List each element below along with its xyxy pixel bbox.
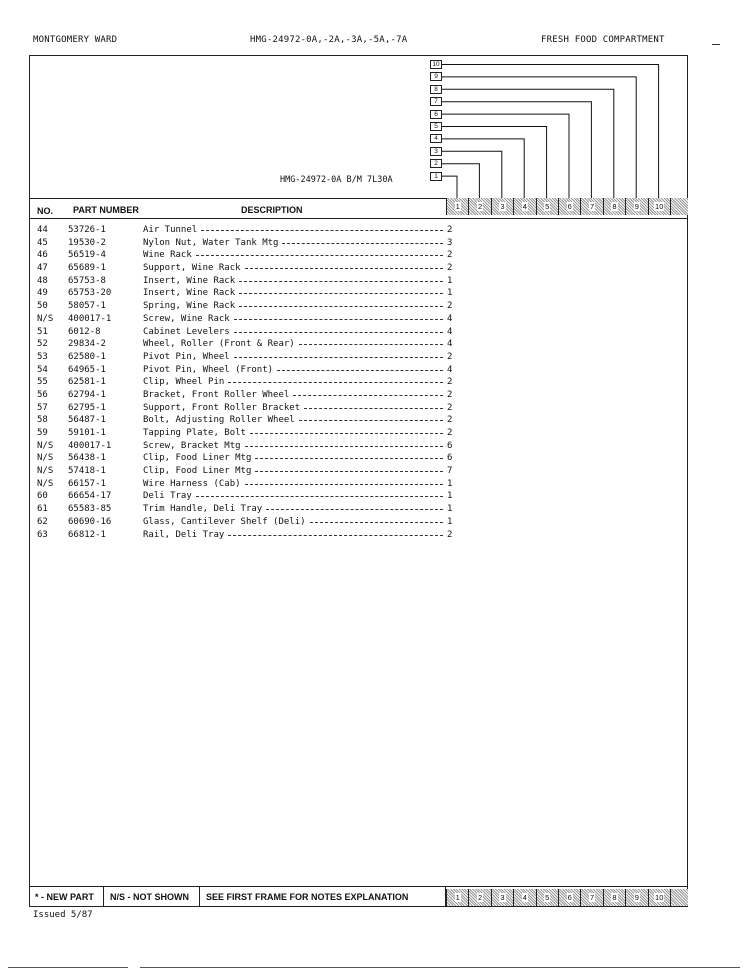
variant-key-box xyxy=(430,134,442,143)
part-number: 65583-85 xyxy=(68,504,112,515)
part-description: Screw, Bracket Mtg xyxy=(143,440,241,451)
part-description: Clip, Food Liner Mtg xyxy=(143,466,252,477)
item-number: 45 xyxy=(37,237,48,248)
part-number: 62580-1 xyxy=(68,351,106,362)
variant-column-label: 9 xyxy=(634,893,639,902)
leader-line xyxy=(196,255,443,256)
variant-column-2 xyxy=(468,889,490,906)
part-number: 65753-8 xyxy=(68,275,106,286)
quantity: 2 xyxy=(447,415,453,426)
item-number: N/S xyxy=(37,440,54,451)
part-description: Insert, Wine Rack xyxy=(143,275,236,286)
leader-line xyxy=(228,535,443,536)
col-no-header: NO. xyxy=(37,206,54,216)
part-description: Rail, Deli Tray xyxy=(143,529,225,540)
variant-column-label: 5 xyxy=(545,202,550,211)
part-description: Pivot Pin, Wheel (Front) xyxy=(143,364,274,375)
part-number: 29834-2 xyxy=(68,339,106,350)
leader-line xyxy=(239,293,443,294)
leader-line xyxy=(293,395,443,396)
leader-line xyxy=(304,408,443,409)
variant-column-label: 8 xyxy=(612,893,617,902)
item-number: 57 xyxy=(37,402,48,413)
variant-column-10 xyxy=(648,198,670,215)
variant-key-leader xyxy=(442,77,636,198)
variant-key-label: 4 xyxy=(434,135,438,143)
part-number: 62795-1 xyxy=(68,402,106,413)
variant-column-label: 1 xyxy=(455,893,460,902)
variant-column-grid xyxy=(446,198,688,215)
part-description: Clip, Food Liner Mtg xyxy=(143,453,252,464)
margin-mark xyxy=(712,44,720,45)
variant-column-label: 7 xyxy=(589,893,595,902)
part-description: Bracket, Front Roller Wheel xyxy=(143,389,290,400)
part-number: 19530-2 xyxy=(68,237,106,248)
variant-key-leader xyxy=(442,127,547,199)
variant-key-box xyxy=(430,72,442,81)
part-description: Tapping Plate, Bolt xyxy=(143,428,246,438)
variant-column-2 xyxy=(468,198,490,215)
variant-column-label: 10 xyxy=(655,202,664,211)
part-description: Nylon Nut, Water Tank Mtg xyxy=(143,237,279,248)
quantity: 2 xyxy=(447,428,453,438)
variant-key-leader xyxy=(442,89,614,198)
item-number: 60 xyxy=(37,491,48,502)
part-number: 60690-16 xyxy=(68,516,112,527)
variant-column-label: 6 xyxy=(567,893,572,902)
variant-key-leader xyxy=(442,139,524,198)
variant-column-label: 3 xyxy=(500,893,505,902)
leader-line xyxy=(245,446,443,447)
col-description-header: DESCRIPTION xyxy=(241,205,303,215)
legend-new-part: * - NEW PART xyxy=(29,887,104,907)
part-number: 6012-8 xyxy=(68,326,101,337)
part-number: 400017-1 xyxy=(68,440,112,451)
quantity: 6 xyxy=(447,440,453,451)
leader-line xyxy=(201,230,443,231)
part-number: 64965-1 xyxy=(68,364,106,375)
item-number: 62 xyxy=(37,516,48,527)
variant-column-label: 3 xyxy=(500,202,505,211)
part-description: Trim Handle, Deli Tray xyxy=(143,504,263,515)
item-number: 63 xyxy=(37,529,48,540)
item-number: N/S xyxy=(37,453,54,464)
item-number: 55 xyxy=(37,377,48,388)
variant-column-5 xyxy=(536,198,558,215)
item-number: 59 xyxy=(37,428,48,438)
quantity: 3 xyxy=(447,237,453,248)
variant-column-label: 2 xyxy=(478,893,483,902)
quantity: 1 xyxy=(447,504,453,515)
quantity: 1 xyxy=(447,275,453,286)
item-number: 48 xyxy=(37,275,48,286)
variant-column-label: 1 xyxy=(455,202,460,211)
variant-column-4 xyxy=(513,198,535,215)
part-description: Wine Rack xyxy=(143,250,192,261)
part-description: Screw, Wine Rack xyxy=(143,313,230,324)
variant-column-5 xyxy=(536,889,558,906)
leader-line xyxy=(239,281,443,282)
variant-key-label: 10 xyxy=(432,61,440,68)
leader-line xyxy=(196,496,443,497)
variant-column-filler xyxy=(670,198,688,215)
quantity: 6 xyxy=(447,453,453,464)
model-bom-label: HMG-24972-0A B/M 7L30A xyxy=(280,175,393,185)
variant-key-diagram xyxy=(425,58,675,198)
quantity: 4 xyxy=(447,313,453,324)
quantity: 2 xyxy=(447,389,453,400)
legend-notes: SEE FIRST FRAME FOR NOTES EXPLANATION xyxy=(200,887,446,907)
variant-key-leader xyxy=(442,151,502,198)
variant-column-3 xyxy=(491,889,513,906)
part-number: 56519-4 xyxy=(68,250,106,261)
variant-column-4 xyxy=(513,889,535,906)
variant-key-label: 7 xyxy=(434,98,438,106)
variant-column-label: 4 xyxy=(522,202,527,211)
variant-key-leader xyxy=(442,176,457,198)
variant-column-9 xyxy=(625,198,647,215)
part-number: 66157-1 xyxy=(68,478,106,489)
part-number: 53726-1 xyxy=(68,225,106,235)
quantity: 4 xyxy=(447,326,453,337)
part-number: 66654-17 xyxy=(68,491,112,502)
part-description: Spring, Wine Rack xyxy=(143,301,236,312)
variant-key-leader xyxy=(442,164,479,198)
part-number: 65689-1 xyxy=(68,263,106,274)
variant-key-box xyxy=(430,110,442,119)
quantity: 7 xyxy=(447,466,453,477)
quantity: 2 xyxy=(447,402,453,413)
part-number: 57418-1 xyxy=(68,466,106,477)
item-number: 46 xyxy=(37,250,48,261)
variant-key-label: 1 xyxy=(434,172,438,180)
quantity: 1 xyxy=(447,491,453,502)
quantity: 2 xyxy=(447,250,453,261)
part-description: Glass, Cantilever Shelf (Deli) xyxy=(143,516,306,527)
item-number: 61 xyxy=(37,504,48,515)
variant-key-label: 5 xyxy=(434,123,438,130)
leader-line xyxy=(255,471,443,472)
bottom-rule-left xyxy=(8,967,128,968)
item-number: N/S xyxy=(37,478,54,489)
variant-column-label: 6 xyxy=(567,202,572,211)
part-number: 62794-1 xyxy=(68,389,106,400)
part-description: Support, Front Roller Bracket xyxy=(143,402,301,413)
variant-key-label: 8 xyxy=(434,85,438,93)
variant-key-box xyxy=(430,60,442,69)
variant-column-label: 8 xyxy=(612,202,617,211)
variant-column-label: 7 xyxy=(589,202,595,211)
part-number: 59101-1 xyxy=(68,428,106,438)
leader-line xyxy=(255,458,443,459)
variant-key-leader xyxy=(442,65,659,199)
item-number: 47 xyxy=(37,263,48,274)
part-description: Air Tunnel xyxy=(143,225,198,235)
item-number: 58 xyxy=(37,415,48,426)
issued-date: Issued 5/87 xyxy=(33,910,93,920)
item-number: 49 xyxy=(37,288,48,299)
variant-key-label: 2 xyxy=(434,160,438,168)
legend-not-shown: N/S - NOT SHOWN xyxy=(104,887,200,907)
variant-column-6 xyxy=(558,889,580,906)
part-description: Wire Harness (Cab) xyxy=(143,478,241,489)
part-number: 400017-1 xyxy=(68,313,112,324)
leader-line xyxy=(299,344,443,345)
leader-line xyxy=(266,509,443,510)
quantity: 2 xyxy=(447,225,453,235)
item-number: N/S xyxy=(37,313,54,324)
leader-line xyxy=(245,268,443,269)
leader-line xyxy=(234,332,443,333)
part-number: 56438-1 xyxy=(68,453,106,464)
variant-key-label: 3 xyxy=(434,147,438,155)
leader-line xyxy=(234,319,443,320)
variant-column-8 xyxy=(603,198,625,215)
variant-column-1 xyxy=(446,889,468,906)
item-number: 44 xyxy=(37,225,48,235)
item-number: 51 xyxy=(37,326,48,337)
variant-key-box xyxy=(430,85,442,94)
variant-column-6 xyxy=(558,198,580,215)
leader-line xyxy=(245,484,443,485)
quantity: 2 xyxy=(447,351,453,362)
item-number: 54 xyxy=(37,364,48,375)
leader-line xyxy=(310,522,443,523)
quantity: 2 xyxy=(447,377,453,388)
variant-column-7 xyxy=(580,198,602,215)
variant-column-filler xyxy=(670,889,688,906)
part-description: Support, Wine Rack xyxy=(143,263,241,274)
variant-column-label: 4 xyxy=(522,893,527,902)
part-description: Pivot Pin, Wheel xyxy=(143,351,230,362)
variant-key-box xyxy=(430,159,442,168)
part-description: Bolt, Adjusting Roller Wheel xyxy=(143,415,295,426)
variant-column-8 xyxy=(603,889,625,906)
variant-column-label: 9 xyxy=(634,202,639,211)
variant-column-3 xyxy=(491,198,513,215)
brand-header: MONTGOMERY WARD xyxy=(33,35,118,45)
quantity: 1 xyxy=(447,516,453,527)
part-description: Insert, Wine Rack xyxy=(143,288,236,299)
leader-line xyxy=(299,420,443,421)
leader-line xyxy=(234,357,443,358)
part-number: 62581-1 xyxy=(68,377,106,388)
item-number: 52 xyxy=(37,339,48,350)
quantity: 2 xyxy=(447,301,453,312)
model-header: HMG-24972-0A,-2A,-3A,-5A,-7A xyxy=(250,35,408,45)
quantity: 4 xyxy=(447,339,453,350)
divider-header xyxy=(30,218,687,219)
variant-column-1 xyxy=(446,198,468,215)
variant-key-box xyxy=(430,122,442,131)
quantity: 1 xyxy=(447,288,453,299)
item-number: 53 xyxy=(37,351,48,362)
variant-key-label: 9 xyxy=(434,73,438,81)
part-description: Wheel, Roller (Front & Rear) xyxy=(143,339,295,350)
quantity: 1 xyxy=(447,478,453,489)
variant-column-label: 10 xyxy=(655,893,664,902)
leader-line xyxy=(228,382,443,383)
variant-key-box xyxy=(430,97,442,106)
part-number: 66812-1 xyxy=(68,529,106,540)
quantity: 4 xyxy=(447,364,453,375)
part-number: 58057-1 xyxy=(68,301,106,312)
variant-column-9 xyxy=(625,889,647,906)
variant-column-label: 5 xyxy=(545,893,550,902)
leader-line xyxy=(250,433,443,434)
part-number: 65753-20 xyxy=(68,288,112,299)
item-number: 50 xyxy=(37,301,48,312)
quantity: 2 xyxy=(447,263,453,274)
variant-key-label: 6 xyxy=(434,110,438,118)
part-description: Clip, Wheel Pin xyxy=(143,377,225,388)
variant-key-box xyxy=(430,147,442,156)
part-number: 56487-1 xyxy=(68,415,106,426)
quantity: 2 xyxy=(447,529,453,540)
leader-line xyxy=(277,370,443,371)
variant-column-grid-footer xyxy=(446,889,688,906)
item-number: N/S xyxy=(37,466,54,477)
variant-column-7 xyxy=(580,889,602,906)
part-description: Deli Tray xyxy=(143,491,192,502)
bottom-rule-right xyxy=(140,967,740,968)
part-description: Cabinet Levelers xyxy=(143,326,230,337)
section-header: FRESH FOOD COMPARTMENT xyxy=(541,35,665,45)
item-number: 56 xyxy=(37,389,48,400)
variant-column-10 xyxy=(648,889,670,906)
col-part-number-header: PART NUMBER xyxy=(73,205,139,215)
leader-line xyxy=(282,243,443,244)
leader-line xyxy=(239,306,443,307)
variant-key-box xyxy=(430,172,442,181)
variant-column-label: 2 xyxy=(478,202,483,211)
